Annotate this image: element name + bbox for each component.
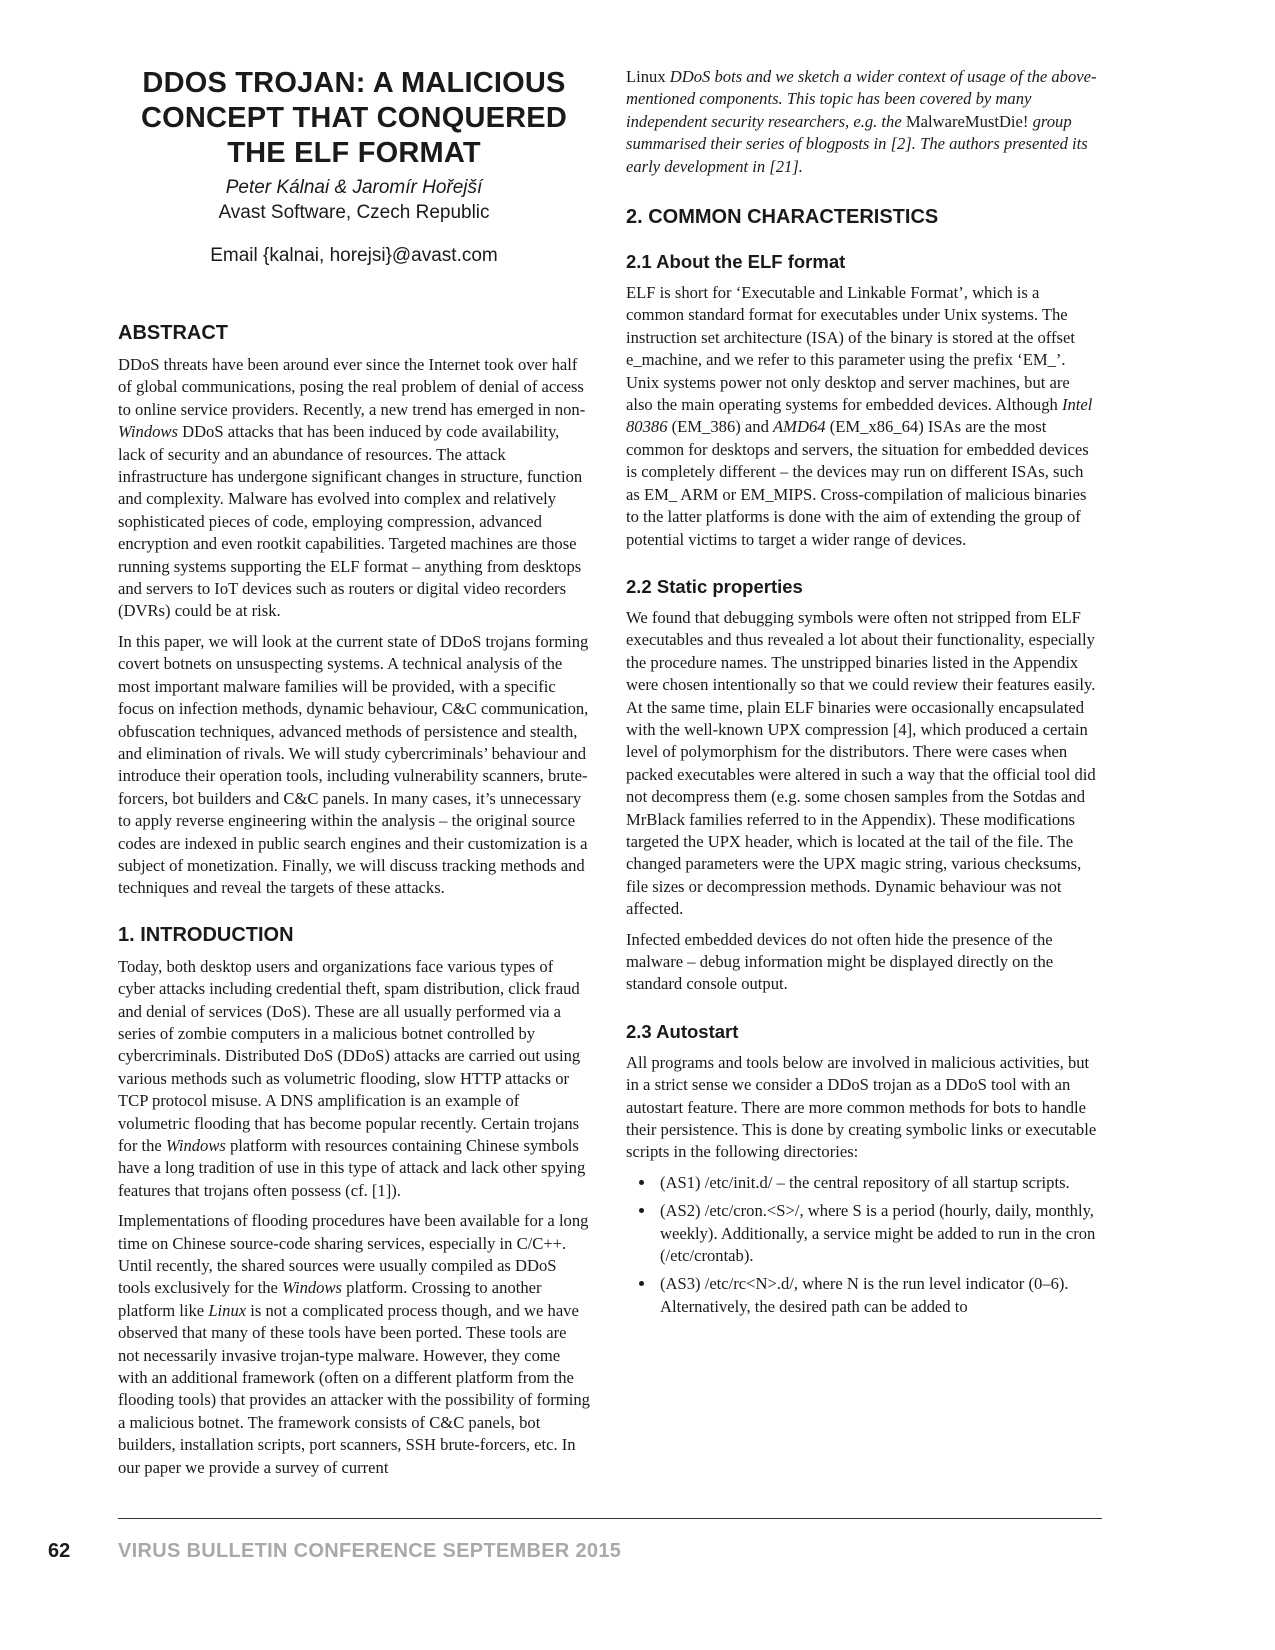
paper-title	[118, 66, 590, 171]
authors: Peter Kálnai & Jaromír Hořejší	[225, 177, 483, 198]
list-item: • (AS1) /etc/init.d/ – the central repository of all startup scripts.	[656, 1172, 1098, 1194]
list-item: • (AS2) /etc/cron.<S>/, where S is a period (hourly, daily, monthly, weekly). Additionally, a service might be added to run in the cron (/etc/crontab).	[656, 1200, 1098, 1267]
elf-heading: 2.1 About the ELF format	[626, 251, 846, 273]
intro-paragraph: Today, both desktop users and organizations face various types of cyber attacks including credential theft, spam distribution, click fraud and denial of services (DoS). These are all usually performed via a series of zombie computers in a malicious botnet controlled by cybercriminals. Distributed DoS (DDoS) attacks are carried out using various methods such as volumetric flooding, slow HTTP attacks or TCP protocol misuse. A DNS amplification is an example of volumetric flooding that has become popular recently. Certain trojans for the Windows platform with resources containing Chinese symbols have a long tradition of use in this type of attack and lack other spying features that trojans often possess (cf. [1]).	[118, 956, 586, 1200]
static-paragraph: Infected embedded devices do not often hide the presence of the malware – debug information might be displayed directly on the standard console output.	[626, 929, 1054, 994]
intro-paragraph: Implementations of flooding procedures have been available for a long time on Chinese source-code sharing services, especially in C/C++. Until recently, the shared sources were usually compiled as DDoS tools exclusively for the Windows platform. Crossing to another platform like Linux is not a complicated process though, and we have observed that many of these tools have been ported. These tools are not necessarily invasive trojan-type malware. However, they come with an additional framework (often on a different platform from the flooding tools) that provides an attacker with the possibility of forming a malicious botnet. The framework consists of C&C panels, bot builders, installation scripts, port scanners, SSH brute-forcers, etc. In our paper we provide a survey of current	[118, 1211, 590, 1477]
intro-continued	[626, 66, 1098, 178]
left-column	[118, 66, 590, 1487]
abstract-heading: ABSTRACT	[118, 322, 228, 344]
autostart-list	[626, 1172, 1098, 1318]
intro-heading: 1. INTRODUCTION	[118, 923, 294, 946]
title-line: DDOS TROJAN: A MALICIOUS	[142, 67, 566, 99]
intro-paragraph-continued: Linux DDoS bots and we sketch a wider context of usage of the above-mentioned components. This topic has been covered by many independent security researchers, e.g. the MalwareMustDie! group summarised their series of blogposts in [2]. The authors presented its early development in [21].	[626, 67, 1097, 176]
static-body	[626, 607, 1098, 996]
autostart-paragraph: All programs and tools below are involved in malicious activities, but in a strict sense we consider a DDoS trojan as a DDoS tool with an autostart feature. There are more common methods for bots to handle their persistence. This is done by creating symbolic links or executable scripts in the following directories:	[626, 1052, 1097, 1162]
elf-paragraph: ELF is short for ‘Executable and Linkable Format’, which is a common standard format for executables under Unix systems. The instruction set architecture (ISA) of the binary is stored at the offset e_machine, and we refer to this parameter using the prefix ‘EM_’. Unix systems power not only desktop and server machines, but are also the main operating systems for embedded devices. Although Intel 80386 (EM_386) and AMD64 (EM_x86_64) ISAs are the most common for desktops and servers, the situation for embedded devices is completely different – the devices may run on different ISAs, such as EM_ ARM or EM_MIPS. Cross-compilation of malicious binaries to the latter platforms is done with the aim of extending the group of potential victims to target a wider range of devices.	[626, 283, 1093, 549]
intro-body	[118, 956, 590, 1479]
static-paragraph: We found that debugging symbols were often not stripped from ELF executables and thus revealed a lot about their functionality, especially the procedure names. The unstripped binaries listed in the Appendix were chosen intentionally so that we could review their features easily. At the same time, plain ELF binaries were occasionally encapsulated with the well-known UPX compression [4], which produced a certain level of polymorphism for the distributors. There were cases when packed executables were altered in such a way that the official tool did not decompress them (e.g. some chosen samples from the Sotdas and MrBlack families referred to in the Appendix). These modifications targeted the UPX header, which is located at the tail of the file. The changed parameters were the UPX magic string, various checksums, file sizes or decompression methods. Dynamic behaviour was not affected.	[626, 607, 1096, 919]
email: Email {kalnai, horejsi}@avast.com	[210, 245, 498, 266]
footer-rule	[118, 1518, 1102, 1519]
autostart-body	[626, 1052, 1098, 1318]
common-heading: 2. COMMON CHARACTERISTICS	[626, 206, 939, 229]
static-heading: 2.2 Static properties	[626, 575, 803, 597]
running-title: VIRUS BULLETIN CONFERENCE SEPTEMBER 2015	[118, 1540, 622, 1562]
autostart-heading: 2.3 Autostart	[626, 1020, 739, 1042]
list-item: • (AS3) /etc/rc<N>.d/, where N is the run level indicator (0–6). Alternatively, the desired path can be added to	[656, 1273, 1098, 1318]
abstract-body	[118, 354, 590, 900]
abstract-paragraph: DDoS threats have been around ever since the Internet took over half of global communications, posing the real problem of denial of access to online service providers. Recently, a new trend has emerged in non-Windows DDoS attacks that has been induced by code availability, lack of security and an abundance of resources. The attack infrastructure has undergone significant changes in structure, function and complexity. Malware has evolved into complex and relatively sophisticated pieces of code, employing compression, advanced encryption and even rootkit capabilities. Targeted machines are those running systems supporting the ELF format – anything from desktops and servers to IoT devices such as routers or digital video recorders (DVRs) could be at risk.	[118, 355, 586, 621]
right-column	[626, 66, 1098, 1324]
abstract-paragraph: In this paper, we will look at the current state of DDoS trojans forming covert botnets on unsuspecting systems. A technical analysis of the most important malware families will be provided, with a specific focus on infection methods, dynamic behaviour, C&C communication, obfuscation techniques, advanced methods of persistence and stealth, and elimination of rivals. We will study cybercriminals’ behaviour and introduce their operation tools, including vulnerability scanners, brute-forcers, bot builders and C&C panels. In many cases, it’s unnecessary to apply reverse engineering within the analysis – the original source codes are indexed in public search engines and their customization is a subject of monetization. Finally, we will discuss tracking methods and techniques and reveal the targets of these attacks.	[118, 631, 589, 898]
elf-body	[626, 282, 1098, 551]
page-number: 62	[48, 1540, 71, 1562]
affiliation: Avast Software, Czech Republic	[218, 202, 490, 223]
title-line: CONCEPT THAT CONQUERED	[141, 102, 567, 134]
title-line: THE ELF FORMAT	[227, 137, 481, 169]
